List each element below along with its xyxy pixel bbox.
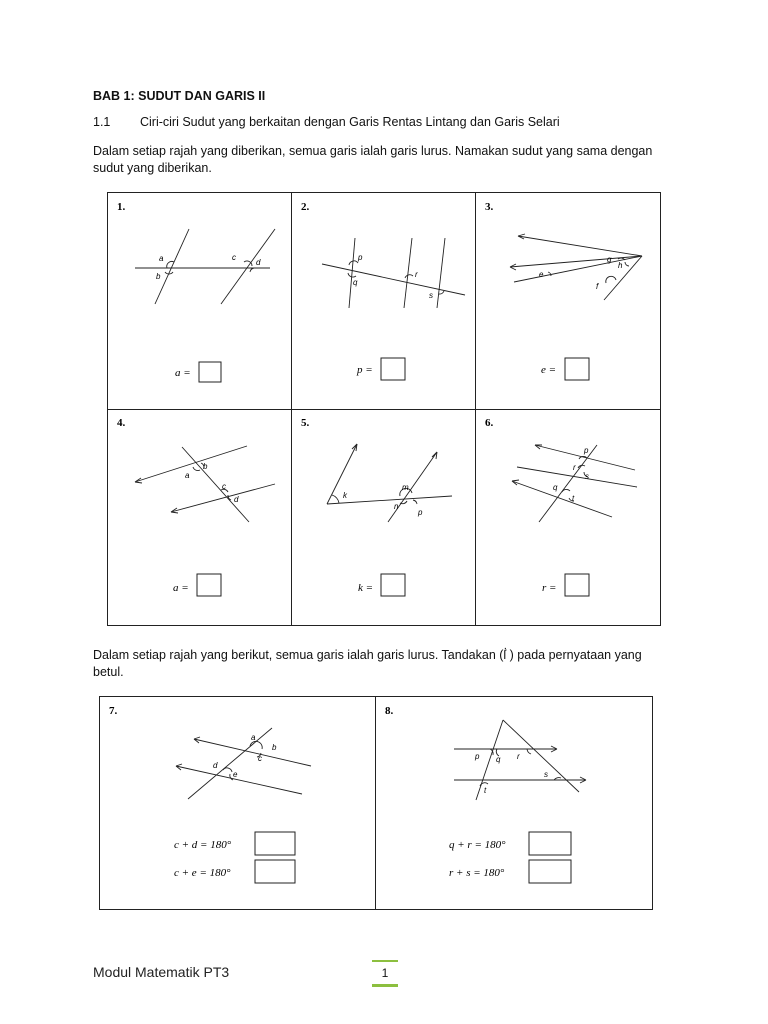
angle-label: a bbox=[185, 471, 190, 480]
question-5 bbox=[301, 417, 452, 596]
angle-label: n bbox=[394, 502, 399, 511]
answer-prompt: a = bbox=[173, 582, 189, 594]
statement: c + e = 180° bbox=[174, 867, 231, 879]
figure-lines bbox=[454, 720, 586, 800]
section-number: 1.1 bbox=[93, 115, 111, 129]
tick-box[interactable] bbox=[255, 832, 295, 855]
footer-title: Modul Matematik PT3 bbox=[93, 964, 230, 980]
angle-label: a bbox=[251, 733, 256, 742]
question-number: 5. bbox=[301, 417, 310, 429]
section-title: Ciri-ciri Sudut yang berkaitan dengan Garis Rentas Lintang dan Garis Selari bbox=[140, 115, 560, 129]
tick-box[interactable] bbox=[255, 860, 295, 883]
question-number: 8. bbox=[385, 705, 394, 717]
angle-label: m bbox=[402, 483, 409, 492]
angle-label: c bbox=[222, 482, 226, 491]
question-grid-7-8 bbox=[99, 696, 653, 910]
question-6 bbox=[485, 417, 637, 596]
question-number: 4. bbox=[117, 417, 126, 429]
answer-box[interactable] bbox=[197, 574, 221, 596]
question-7 bbox=[109, 705, 311, 883]
answer-prompt: a = bbox=[175, 367, 191, 379]
figure-lines bbox=[322, 238, 465, 308]
angle-label: d bbox=[234, 495, 239, 504]
angle-label: r bbox=[573, 463, 576, 472]
instruction-1: Dalam setiap rajah yang diberikan, semua garis ialah garis lurus. Namakan sudut yang sama dengan sudut yang diberikan. bbox=[93, 144, 653, 175]
question-8 bbox=[385, 705, 586, 883]
angle-label: p bbox=[358, 253, 363, 262]
angle-label: g bbox=[607, 255, 612, 264]
figure-lines bbox=[135, 446, 275, 522]
answer-prompt: e = bbox=[541, 364, 557, 376]
question-number: 3. bbox=[485, 201, 494, 213]
angle-label: t bbox=[484, 786, 487, 795]
question-number: 1. bbox=[117, 201, 126, 213]
question-3 bbox=[485, 201, 642, 380]
instruction-2: Dalam setiap rajah yang berikut, semua garis ialah garis lurus. Tandakan (ẛ ) pada pernyataan yang betul. bbox=[93, 648, 642, 679]
angle-label: p bbox=[475, 752, 480, 761]
angle-label: r bbox=[517, 752, 520, 761]
angle-label: d bbox=[213, 761, 218, 770]
answer-box[interactable] bbox=[199, 362, 221, 382]
angle-label: e bbox=[539, 270, 544, 279]
tick-box[interactable] bbox=[529, 860, 571, 883]
angle-label: d bbox=[256, 258, 261, 267]
angle-label: k bbox=[343, 491, 347, 500]
angle-label: b bbox=[272, 743, 277, 752]
question-number: 6. bbox=[485, 417, 494, 429]
figure-lines bbox=[512, 445, 637, 522]
angle-label: p bbox=[584, 446, 589, 455]
angle-label: a bbox=[159, 254, 164, 263]
angle-label: b bbox=[203, 462, 208, 471]
angle-label: e bbox=[233, 770, 238, 779]
answer-box[interactable] bbox=[381, 358, 405, 380]
statement: q + r = 180° bbox=[449, 839, 506, 851]
angle-label: c bbox=[258, 754, 262, 763]
angle-label: b bbox=[156, 272, 161, 281]
statement: c + d = 180° bbox=[174, 839, 232, 851]
angle-label: p bbox=[418, 508, 423, 517]
angle-label: h bbox=[618, 261, 623, 270]
angle-label: c bbox=[232, 253, 236, 262]
question-number: 2. bbox=[301, 201, 310, 213]
question-number: 7. bbox=[109, 705, 118, 717]
question-1 bbox=[117, 201, 275, 382]
angle-label: s bbox=[585, 472, 589, 481]
chapter-heading: BAB 1: SUDUT DAN GARIS II bbox=[93, 89, 266, 103]
answer-prompt: p = bbox=[357, 364, 373, 376]
angle-label: s bbox=[544, 770, 548, 779]
angle-label: t bbox=[572, 494, 575, 503]
figure-lines bbox=[135, 229, 275, 304]
angle-label: q bbox=[553, 483, 558, 492]
answer-prompt: k = bbox=[358, 582, 374, 594]
figure-lines bbox=[327, 444, 452, 522]
angle-label: s bbox=[429, 291, 433, 300]
answer-box[interactable] bbox=[565, 574, 589, 596]
angle-label: r bbox=[415, 270, 418, 279]
figure-lines bbox=[176, 728, 311, 799]
answer-prompt: r = bbox=[542, 582, 557, 594]
question-2 bbox=[301, 201, 465, 380]
page-number: 1 bbox=[372, 960, 398, 987]
angle-label: q bbox=[353, 278, 358, 287]
answer-box[interactable] bbox=[565, 358, 589, 380]
tick-box[interactable] bbox=[529, 832, 571, 855]
angle-label: f bbox=[596, 282, 599, 291]
question-4 bbox=[117, 417, 275, 596]
answer-box[interactable] bbox=[381, 574, 405, 596]
angle-label: q bbox=[496, 755, 501, 764]
statement: r + s = 180° bbox=[449, 867, 505, 879]
question-grid-1-6 bbox=[107, 192, 661, 626]
